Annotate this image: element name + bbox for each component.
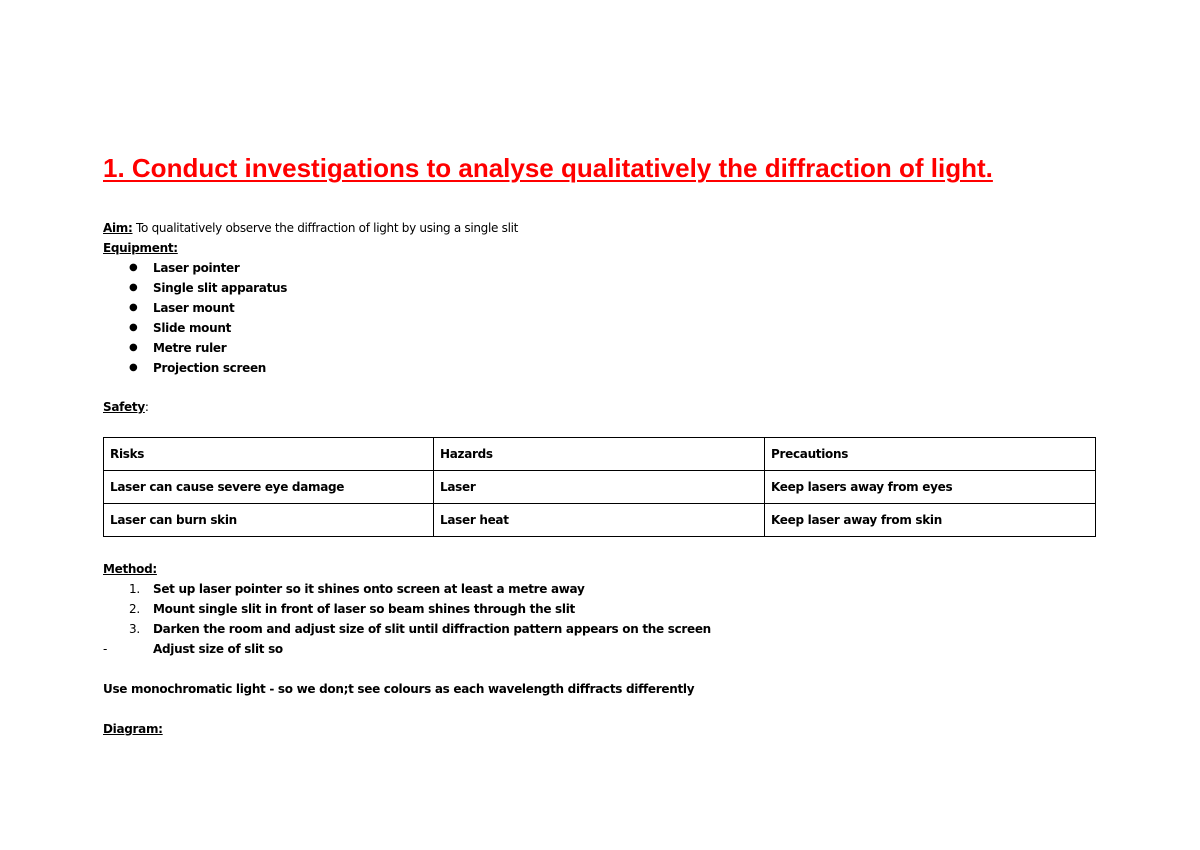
step-text: Adjust size of slit so [153,642,283,656]
list-item [103,639,711,659]
table-cell: Keep lasers away from eyes [765,471,1096,504]
list-item [103,599,711,619]
table-cell: Laser can cause severe eye damage [104,471,434,504]
step-number: 1. [129,582,140,596]
bullet-icon: ● [129,322,138,333]
step-text: Darken the room and adjust size of slit until diffraction pattern appears on the screen [153,622,711,636]
equipment-item-label: Laser pointer [153,261,240,275]
safety-colon: : [144,400,149,414]
equipment-item-label: Projection screen [153,361,267,375]
bullet-icon: ● [129,342,138,353]
table-row [104,504,1096,537]
method-label: Method: [103,562,157,576]
list-item [103,318,287,338]
bullet-icon: ● [129,262,138,273]
step-number: 2. [129,602,140,616]
list-item [103,579,711,599]
page-title: 1. Conduct investigations to analyse qualitatively the diffraction of light. [103,153,993,183]
step-dash: - [103,642,108,656]
diagram-label: Diagram: [103,722,163,736]
list-item [103,278,287,298]
equipment-list [103,258,287,378]
equipment-item-label: Metre ruler [153,341,227,355]
list-item [103,258,287,278]
column-header-hazards: Hazards [434,438,765,471]
bullet-icon: ● [129,282,138,293]
safety-table [103,437,1096,537]
safety-label-line [103,397,149,417]
safety-label: Safety [103,400,145,414]
bullet-icon: ● [129,302,138,313]
step-text: Set up laser pointer so it shines onto screen at least a metre away [153,582,585,596]
list-item [103,298,287,318]
list-item [103,338,287,358]
monochromatic-note: Use monochromatic light - so we don;t see colours as each wavelength diffracts differently [103,682,695,696]
equipment-label: Equipment: [103,241,178,255]
step-text: Mount single slit in front of laser so beam shines through the slit [153,602,575,616]
aim-line [103,218,518,238]
aim-label: Aim: [103,221,133,235]
table-cell: Laser can burn skin [104,504,434,537]
table-cell: Laser heat [434,504,765,537]
method-list [103,579,711,659]
table-cell: Laser [434,471,765,504]
equipment-item-label: Laser mount [153,301,235,315]
aim-text: To qualitatively observe the diffraction of light by using a single slit [132,221,519,235]
list-item [103,619,711,639]
equipment-item-label: Slide mount [153,321,232,335]
table-row [104,471,1096,504]
list-item [103,358,287,378]
step-number: 3. [129,622,140,636]
column-header-precautions: Precautions [765,438,1096,471]
column-header-risks: Risks [104,438,434,471]
table-cell: Keep laser away from skin [765,504,1096,537]
bullet-icon: ● [129,362,138,373]
table-header-row [104,438,1096,471]
equipment-item-label: Single slit apparatus [153,281,288,295]
